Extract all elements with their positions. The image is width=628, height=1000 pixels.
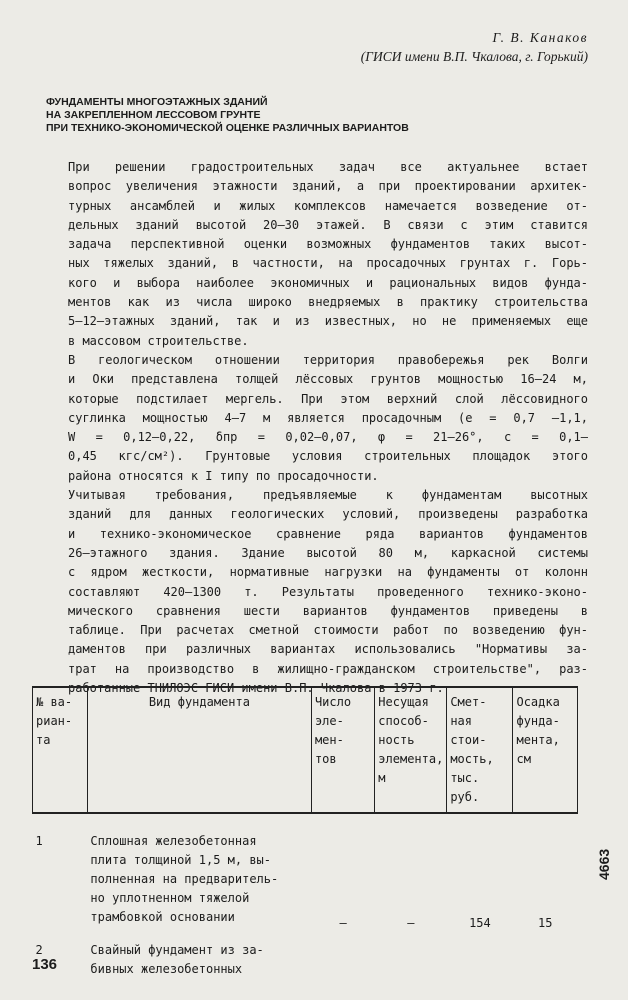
- cell-bearing-capacity: –: [407, 916, 415, 930]
- text-line: задача перспективной оценки возможных фундаментов таких высот-: [68, 237, 588, 252]
- cell-foundation-type: Свайный фундамент из за- бивных железобетонных: [90, 943, 264, 976]
- cell-element-count: –: [339, 916, 347, 930]
- cell-variant-number: 1: [35, 834, 43, 848]
- header-settlement: Осадка фунда- мента, см: [513, 687, 578, 813]
- table-header-row: [33, 687, 578, 813]
- text-line: зданий для данных геологических условий, произведены разработка: [68, 507, 588, 522]
- title-line: ФУНДАМЕНТЫ МНОГОЭТАЖНЫХ ЗДАНИЙ: [46, 96, 268, 108]
- paragraph-2: [32, 351, 588, 486]
- header-estimated-cost: Смет- ная стои- мость, тыс. руб.: [447, 687, 513, 813]
- text-line: с ядром жесткости, нормативные нагрузки на фундаменты от колонн: [68, 565, 588, 580]
- text-line: работанные ТНИЛОЭС ГИСИ имени В.П. Чкалова в 1973 г.: [68, 681, 444, 696]
- cell-foundation-type: Сплошная железобетонная плита толщиной 1,5 м, вы- полненная на предваритель- но уплотненном тяжелой трамбовкой основании: [90, 834, 279, 924]
- text-line: ментов как из числа широко внедряемых в практику строительства: [68, 295, 588, 310]
- text-line: таблице. При расчетах сметной стоимости работ по возведению фун-: [68, 623, 588, 638]
- header-bearing-capacity: Несущая способ- ность элемента, м: [375, 687, 447, 813]
- article-title: [46, 96, 546, 135]
- text-line: вопрос увеличения этажности зданий, а при проектировании архитек-: [68, 179, 588, 194]
- header-foundation-type: Вид фундамента: [87, 687, 311, 813]
- author-affiliation: (ГИСИ имени В.П. Чкалова, г. Горький): [360, 49, 588, 64]
- text-line: района относятся к I типу по просадочности.: [68, 468, 379, 483]
- page-number: 136: [32, 956, 58, 973]
- text-line: 0,45 кгс/см²). Грунтовые условия строительных площадок этого: [68, 449, 588, 464]
- cell-settlement: 15: [538, 916, 553, 930]
- author-block: [361, 28, 588, 66]
- title-line: НА ЗАКРЕПЛЕННОМ ЛЕССОВОМ ГРУНТЕ: [46, 109, 261, 121]
- author-name: Г. В. Канаков: [492, 30, 588, 45]
- foundation-variants-table: [32, 686, 578, 983]
- text-line: 5–12–этажных зданий, так и из известных, но не применяемых еще: [68, 314, 588, 329]
- text-line: В геологическом отношении территория правобережья рек Волги: [68, 352, 588, 367]
- text-line: При решении градостроительных задач все актуальнее встает: [68, 160, 588, 174]
- text-line: мического сравнения шести вариантов фундаментов приведены в: [68, 603, 588, 618]
- table-row: [33, 813, 578, 937]
- text-line: кого и выбора наиболее экономичных и рациональных видов фунда-: [68, 275, 588, 290]
- text-line: даментов при различных вариантах использовались "Нормативы за-: [68, 642, 588, 657]
- text-line: W = 0,12–0,22, δпр = 0,02–0,07, φ = 21–26°, c = 0,1–: [68, 430, 588, 445]
- article-body: [32, 158, 588, 698]
- paragraph-3: [32, 486, 588, 698]
- cell-bearing-capacity: [375, 937, 447, 983]
- side-code: 4663: [596, 848, 612, 880]
- text-line: которые подстилает мергель. При этом верхний слой лёссовидного: [68, 391, 588, 406]
- cell-settlement: [513, 937, 578, 983]
- header-variant-number: № ва- риан- та: [33, 687, 88, 813]
- text-line: 26–этажного здания. Здание высотой 80 м, каркасной системы: [68, 545, 588, 560]
- text-line: суглинка мощностью 4–7 м является просадочным (e = 0,7 –1,1,: [68, 410, 588, 425]
- cell-variant-number: 2: [35, 943, 43, 957]
- cell-estimated-cost: 154: [469, 916, 491, 930]
- paragraph-1: [32, 158, 588, 351]
- table-row: [33, 937, 578, 983]
- text-line: дельных зданий высотой 20–30 этажей. В связи с этим ставится: [68, 217, 588, 232]
- text-line: ных тяжелых зданий, в частности, на просадочных грунтах г. Горь-: [68, 256, 588, 271]
- text-line: турных ансамблей и жилых комплексов намечается возведение от-: [68, 198, 588, 213]
- cell-element-count: [311, 937, 374, 983]
- text-line: Учитывая требования, предъявляемые к фундаментам высотных: [68, 488, 588, 503]
- text-line: в массовом строительстве.: [68, 333, 249, 348]
- text-line: трат на производство в жилищно-гражданском строительстве", раз-: [68, 661, 588, 676]
- text-line: и Оки представлена толщей лёссовых грунтов мощностью 16–24 м,: [68, 372, 588, 387]
- title-line: ПРИ ТЕХНИКО-ЭКОНОМИЧЕСКОЙ ОЦЕНКЕ РАЗЛИЧНЫХ ВАРИАНТОВ: [46, 122, 409, 134]
- header-element-count: Число эле- мен- тов: [311, 687, 374, 813]
- text-line: и технико-экономическое сравнение ряда вариантов фундаментов: [68, 526, 588, 541]
- cell-estimated-cost: [447, 937, 513, 983]
- text-line: составляют 420–1300 т. Результаты проведенного технико-эконо-: [68, 584, 588, 599]
